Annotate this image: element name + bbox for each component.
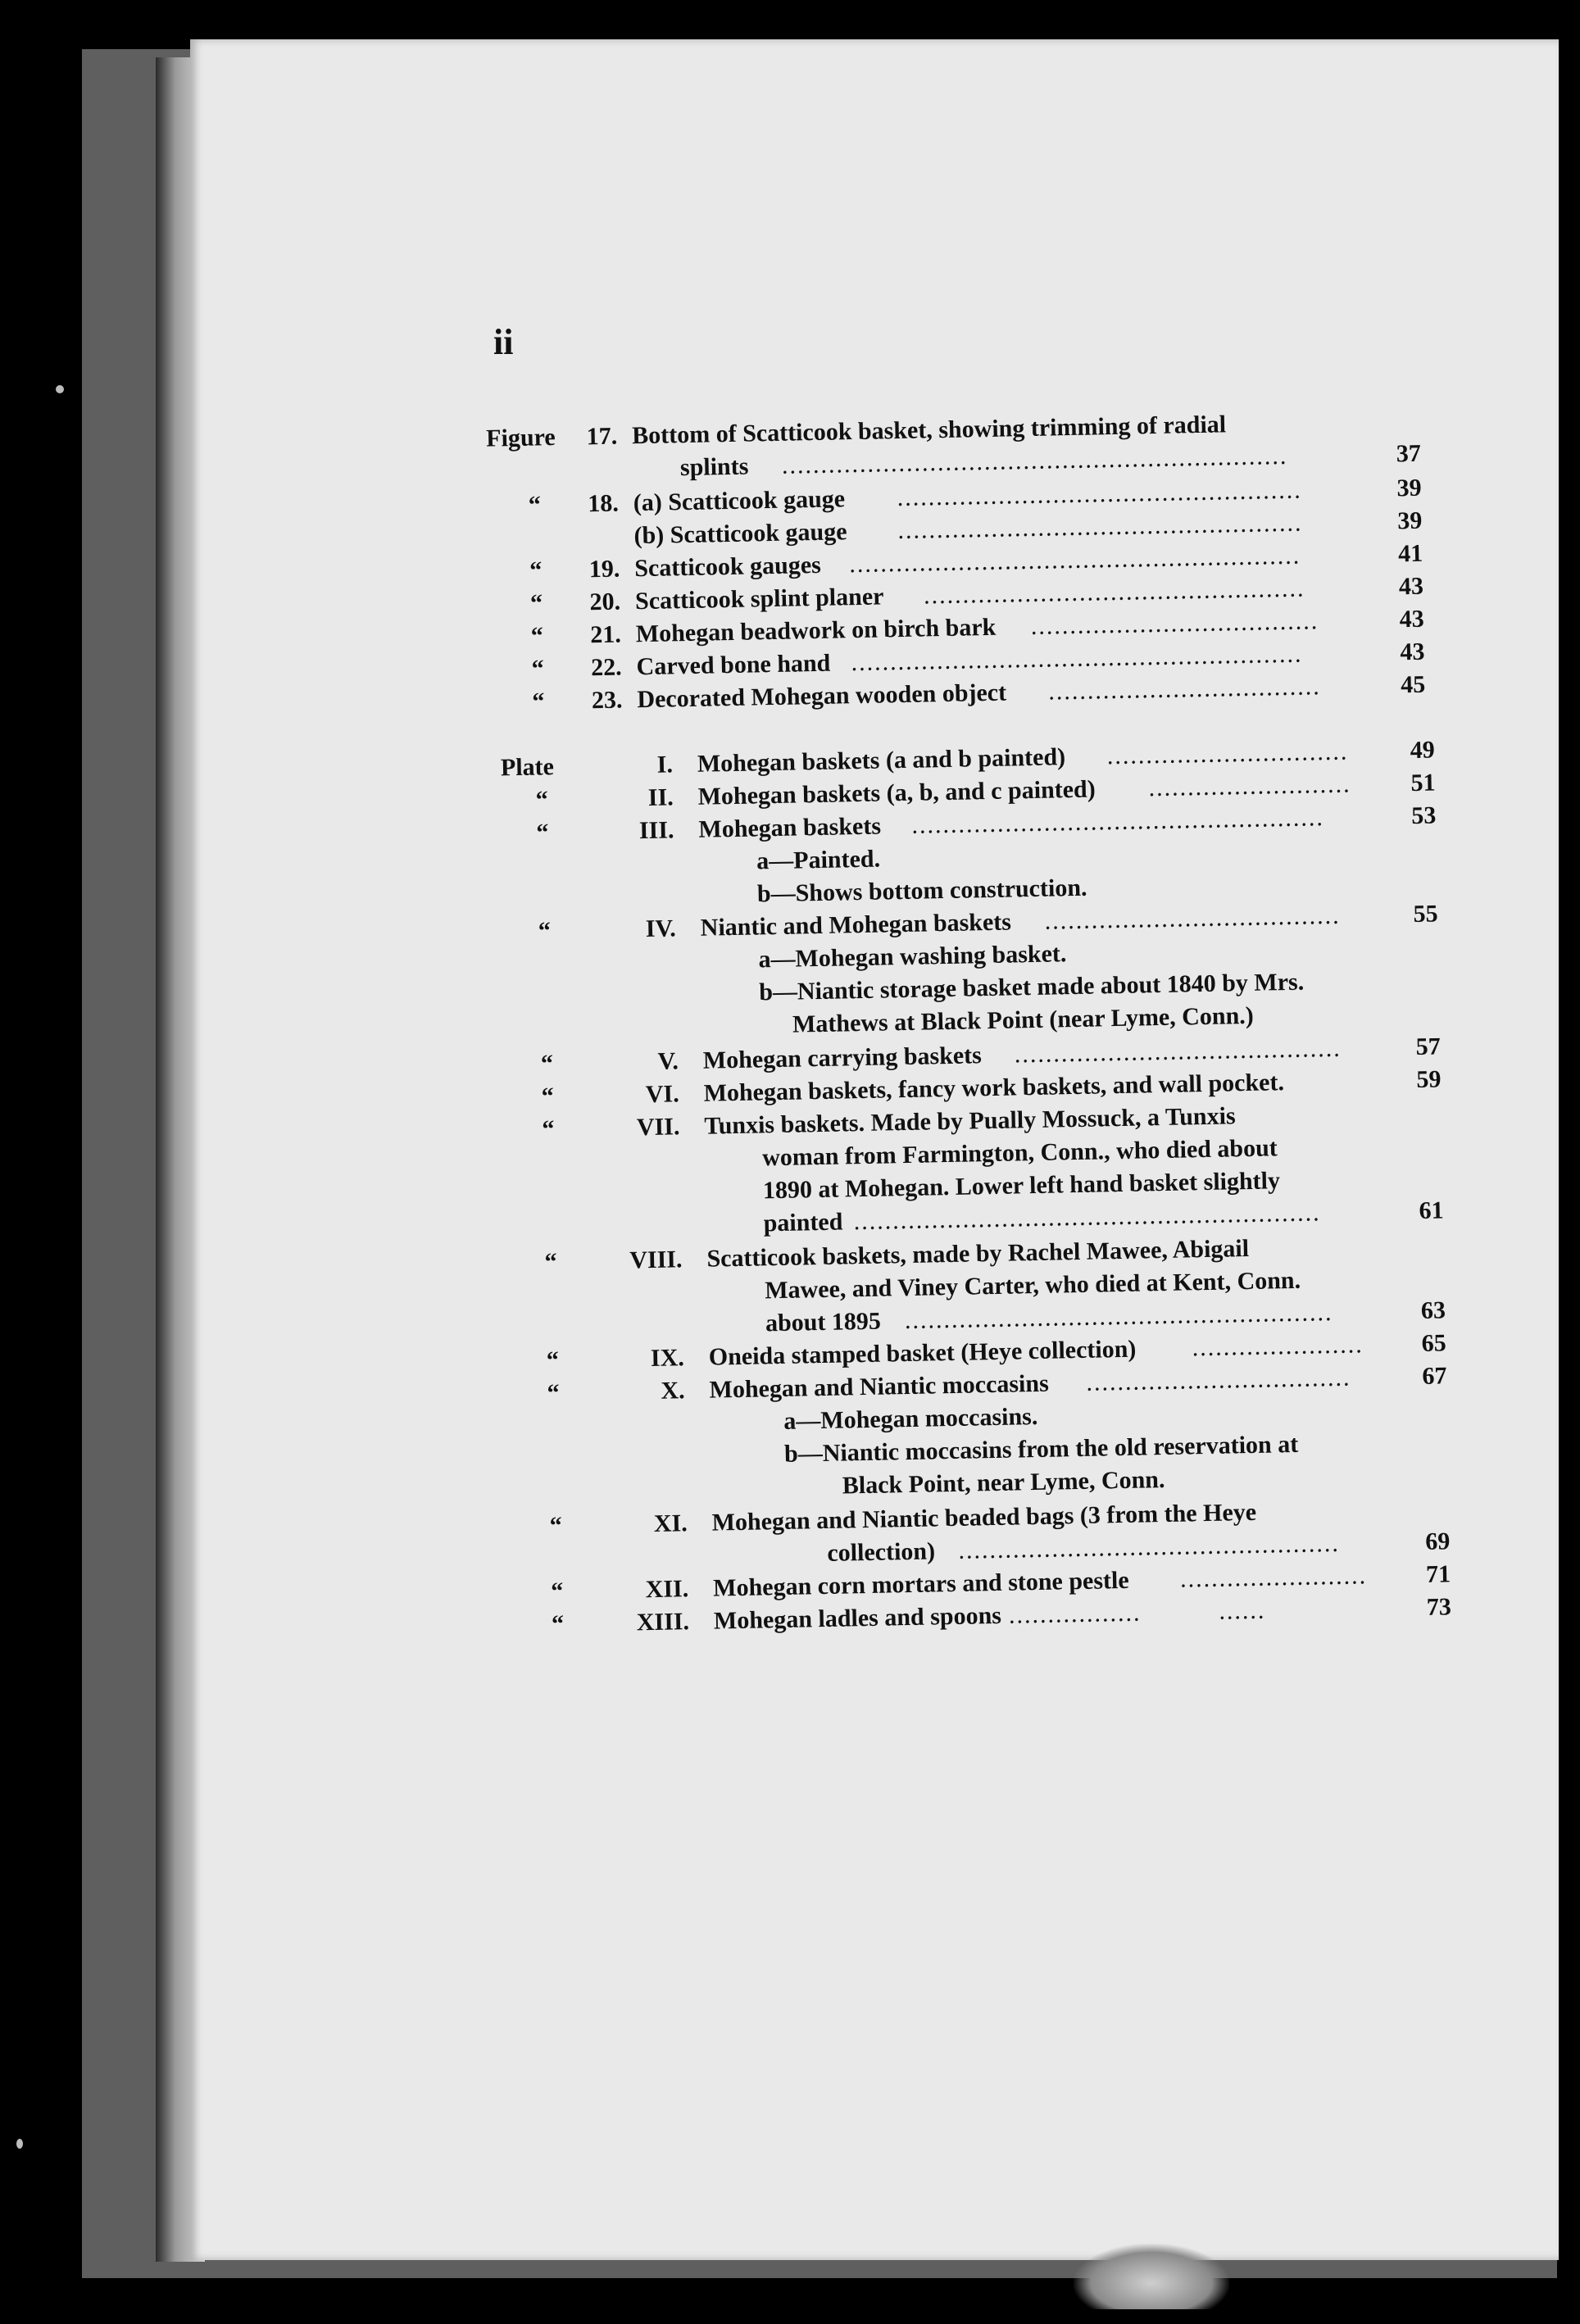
page-reference: 53	[1410, 801, 1437, 830]
plate-title: Oneida stamped basket (Heye collection)	[708, 1335, 1137, 1371]
figure-title-cont: splints	[679, 452, 749, 482]
figure-number: 18.	[587, 489, 620, 518]
plate-subentry: Black Point, near Lyme, Conn.	[842, 1466, 1165, 1500]
plate-number: XIII.	[636, 1608, 690, 1636]
figure-title: (b) Scatticook gauge	[633, 518, 847, 550]
page-reference: 59	[1416, 1065, 1442, 1094]
plate-subentry: a—Mohegan moccasins.	[783, 1402, 1038, 1435]
dot-leader: ..........................................................	[851, 640, 1303, 677]
plate-title: Mohegan baskets, fancy work baskets, and wall pocket.	[703, 1069, 1285, 1107]
plate-prefix: Plate	[500, 753, 555, 782]
dot-leader: ..........................	[1148, 770, 1351, 802]
figure-title: Mohegan beadwork on birch bark	[635, 613, 997, 648]
plate-title-cont: woman from Farmington, Conn., who died about	[761, 1134, 1278, 1172]
page-reference: 73	[1426, 1593, 1452, 1621]
ditto-mark: “	[536, 819, 549, 847]
dot-leader: ........................	[1179, 1562, 1368, 1593]
page-reference: 45	[1400, 670, 1426, 699]
plate-subentry: a—Mohegan washing basket.	[758, 940, 1067, 974]
ditto-mark: “	[538, 917, 552, 945]
page-reference: 61	[1419, 1196, 1444, 1224]
page-reference: 69	[1424, 1527, 1451, 1555]
plate-title-cont: about 1895	[765, 1307, 882, 1337]
figure-number: 19.	[588, 555, 620, 583]
dot-leader: ..................................	[1086, 1364, 1351, 1396]
plate-title: Mohegan baskets (a, b, and c painted)	[697, 775, 1096, 810]
plate-number: III.	[638, 816, 674, 845]
dot-leader: .................................................	[958, 1529, 1341, 1564]
figure-number: 22.	[590, 653, 622, 682]
plate-title: Scatticook baskets, made by Rachel Mawee, Abigail	[706, 1234, 1250, 1273]
figure-number: 21.	[590, 620, 622, 649]
figure-title: Decorated Mohegan wooden object	[637, 679, 1007, 714]
figure-title: (a) Scatticook gauge	[633, 485, 846, 517]
page-reference: 51	[1410, 769, 1436, 797]
figure-title: Scatticook gauges	[634, 551, 822, 583]
plate-subentry: b—Shows bottom construction.	[756, 874, 1087, 908]
page-reference: 71	[1425, 1560, 1451, 1588]
plate-subentry: a—Painted.	[756, 845, 881, 875]
plate-title: Mohegan baskets (a and b painted)	[697, 743, 1066, 778]
ditto-mark: “	[549, 1512, 563, 1540]
page-reference: 37	[1396, 439, 1422, 468]
dot-leader: ......................................	[1044, 901, 1341, 935]
ditto-mark: “	[547, 1379, 560, 1407]
ditto-mark: “	[531, 655, 544, 683]
figure-title: Bottom of Scatticook basket, showing trimming of radial	[631, 411, 1227, 450]
plate-title-cont: 1890 at Mohegan. Lower left hand basket slightly	[762, 1167, 1281, 1205]
page-reference: 43	[1399, 605, 1424, 633]
plate-title: Mohegan corn mortars and stone pestle	[712, 1566, 1129, 1602]
figure-title: Scatticook splint planer	[634, 583, 884, 615]
ditto-mark: “	[550, 1577, 564, 1605]
ditto-mark: “	[528, 491, 542, 519]
plate-subentry: b—Niantic moccasins from the old reservation at	[783, 1430, 1299, 1468]
plate-subentry: Mathews at Black Point (near Lyme, Conn.)	[792, 1001, 1255, 1038]
plate-title: Niantic and Mohegan baskets	[700, 908, 1012, 942]
plate-number: VIII.	[629, 1246, 683, 1274]
dot-leader: .................................................	[923, 574, 1305, 610]
dot-leader: .................................................................	[781, 442, 1288, 479]
ditto-mark: “	[540, 1050, 554, 1078]
page-reference: 57	[1415, 1033, 1442, 1061]
page-reference: 41	[1397, 539, 1423, 568]
page-reference: 39	[1396, 474, 1422, 502]
dot-leader: ...............................	[1106, 738, 1349, 770]
plate-title: Mohegan carrying baskets	[702, 1042, 983, 1074]
dot-leader: .....................................................	[911, 804, 1325, 839]
plate-title: Mohegan ladles and spoons	[713, 1601, 1002, 1635]
page-reference: 67	[1422, 1362, 1447, 1390]
ditto-mark: “	[535, 786, 549, 814]
plate-number: V.	[657, 1047, 679, 1075]
dot-leader: ..........................................................	[848, 542, 1301, 579]
page-reference: 65	[1421, 1329, 1446, 1357]
plate-title: Tunxis baskets. Made by Pually Mossuck, a Tunxis	[704, 1102, 1236, 1140]
figure-number: 23.	[591, 686, 623, 715]
plate-number: XI.	[653, 1509, 688, 1537]
page-reference: 39	[1397, 506, 1423, 535]
dot-leader: ................. ......	[1008, 1596, 1266, 1629]
page-reference: 43	[1400, 638, 1425, 666]
page-number: ii	[493, 322, 514, 362]
plate-number: IX.	[650, 1344, 685, 1373]
ditto-mark: “	[529, 589, 543, 617]
plate-title: Mohegan and Niantic moccasins	[709, 1369, 1050, 1404]
page-reference: 55	[1413, 900, 1438, 928]
page-reference: 63	[1420, 1296, 1446, 1324]
ditto-mark: “	[544, 1248, 557, 1276]
page-reference: 49	[1410, 736, 1436, 765]
figure-number: 20.	[589, 588, 621, 616]
plate-number: XII.	[645, 1575, 689, 1604]
plate-number: IV.	[645, 915, 677, 943]
plate-title-cont: painted	[763, 1208, 843, 1237]
plate-title-cont: Mawee, and Viney Carter, who died at Kent, Conn.	[764, 1266, 1301, 1305]
dot-leader: .......................................................	[904, 1299, 1333, 1335]
figure-title: Carved bone hand	[636, 649, 831, 681]
plate-title: Mohegan baskets	[698, 812, 882, 843]
ditto-mark: “	[530, 622, 544, 650]
ditto-mark: “	[529, 556, 543, 584]
dot-leader: ............................................................	[853, 1199, 1321, 1236]
plate-subentry: b—Niantic storage basket made about 1840 by Mrs.	[758, 968, 1305, 1006]
plate-title: Mohegan and Niantic beaded bags (3 from the Heye	[711, 1498, 1257, 1536]
dot-leader: ......................	[1192, 1331, 1364, 1362]
dot-leader: ....................................................	[897, 476, 1302, 512]
plate-number: VI.	[645, 1080, 679, 1109]
dot-leader: ..........................................	[1014, 1034, 1342, 1069]
plate-number: VII.	[636, 1113, 680, 1142]
figure-prefix: Figure	[485, 424, 556, 452]
ditto-mark: “	[542, 1115, 555, 1143]
ditto-mark: “	[546, 1346, 560, 1374]
ditto-mark: “	[541, 1083, 554, 1110]
figure-number: 17.	[586, 422, 618, 451]
dot-leader: ...................................	[1047, 673, 1322, 706]
dot-leader: ....................................................	[897, 509, 1303, 545]
dot-leader: .....................................	[1030, 607, 1319, 640]
ditto-mark: “	[551, 1610, 565, 1638]
plate-number: II.	[647, 783, 674, 811]
plate-number: X.	[661, 1377, 685, 1405]
ditto-mark: “	[532, 688, 545, 715]
plate-number: I.	[656, 751, 674, 778]
plate-title-cont: collection)	[827, 1537, 936, 1567]
page-reference: 43	[1398, 572, 1424, 601]
